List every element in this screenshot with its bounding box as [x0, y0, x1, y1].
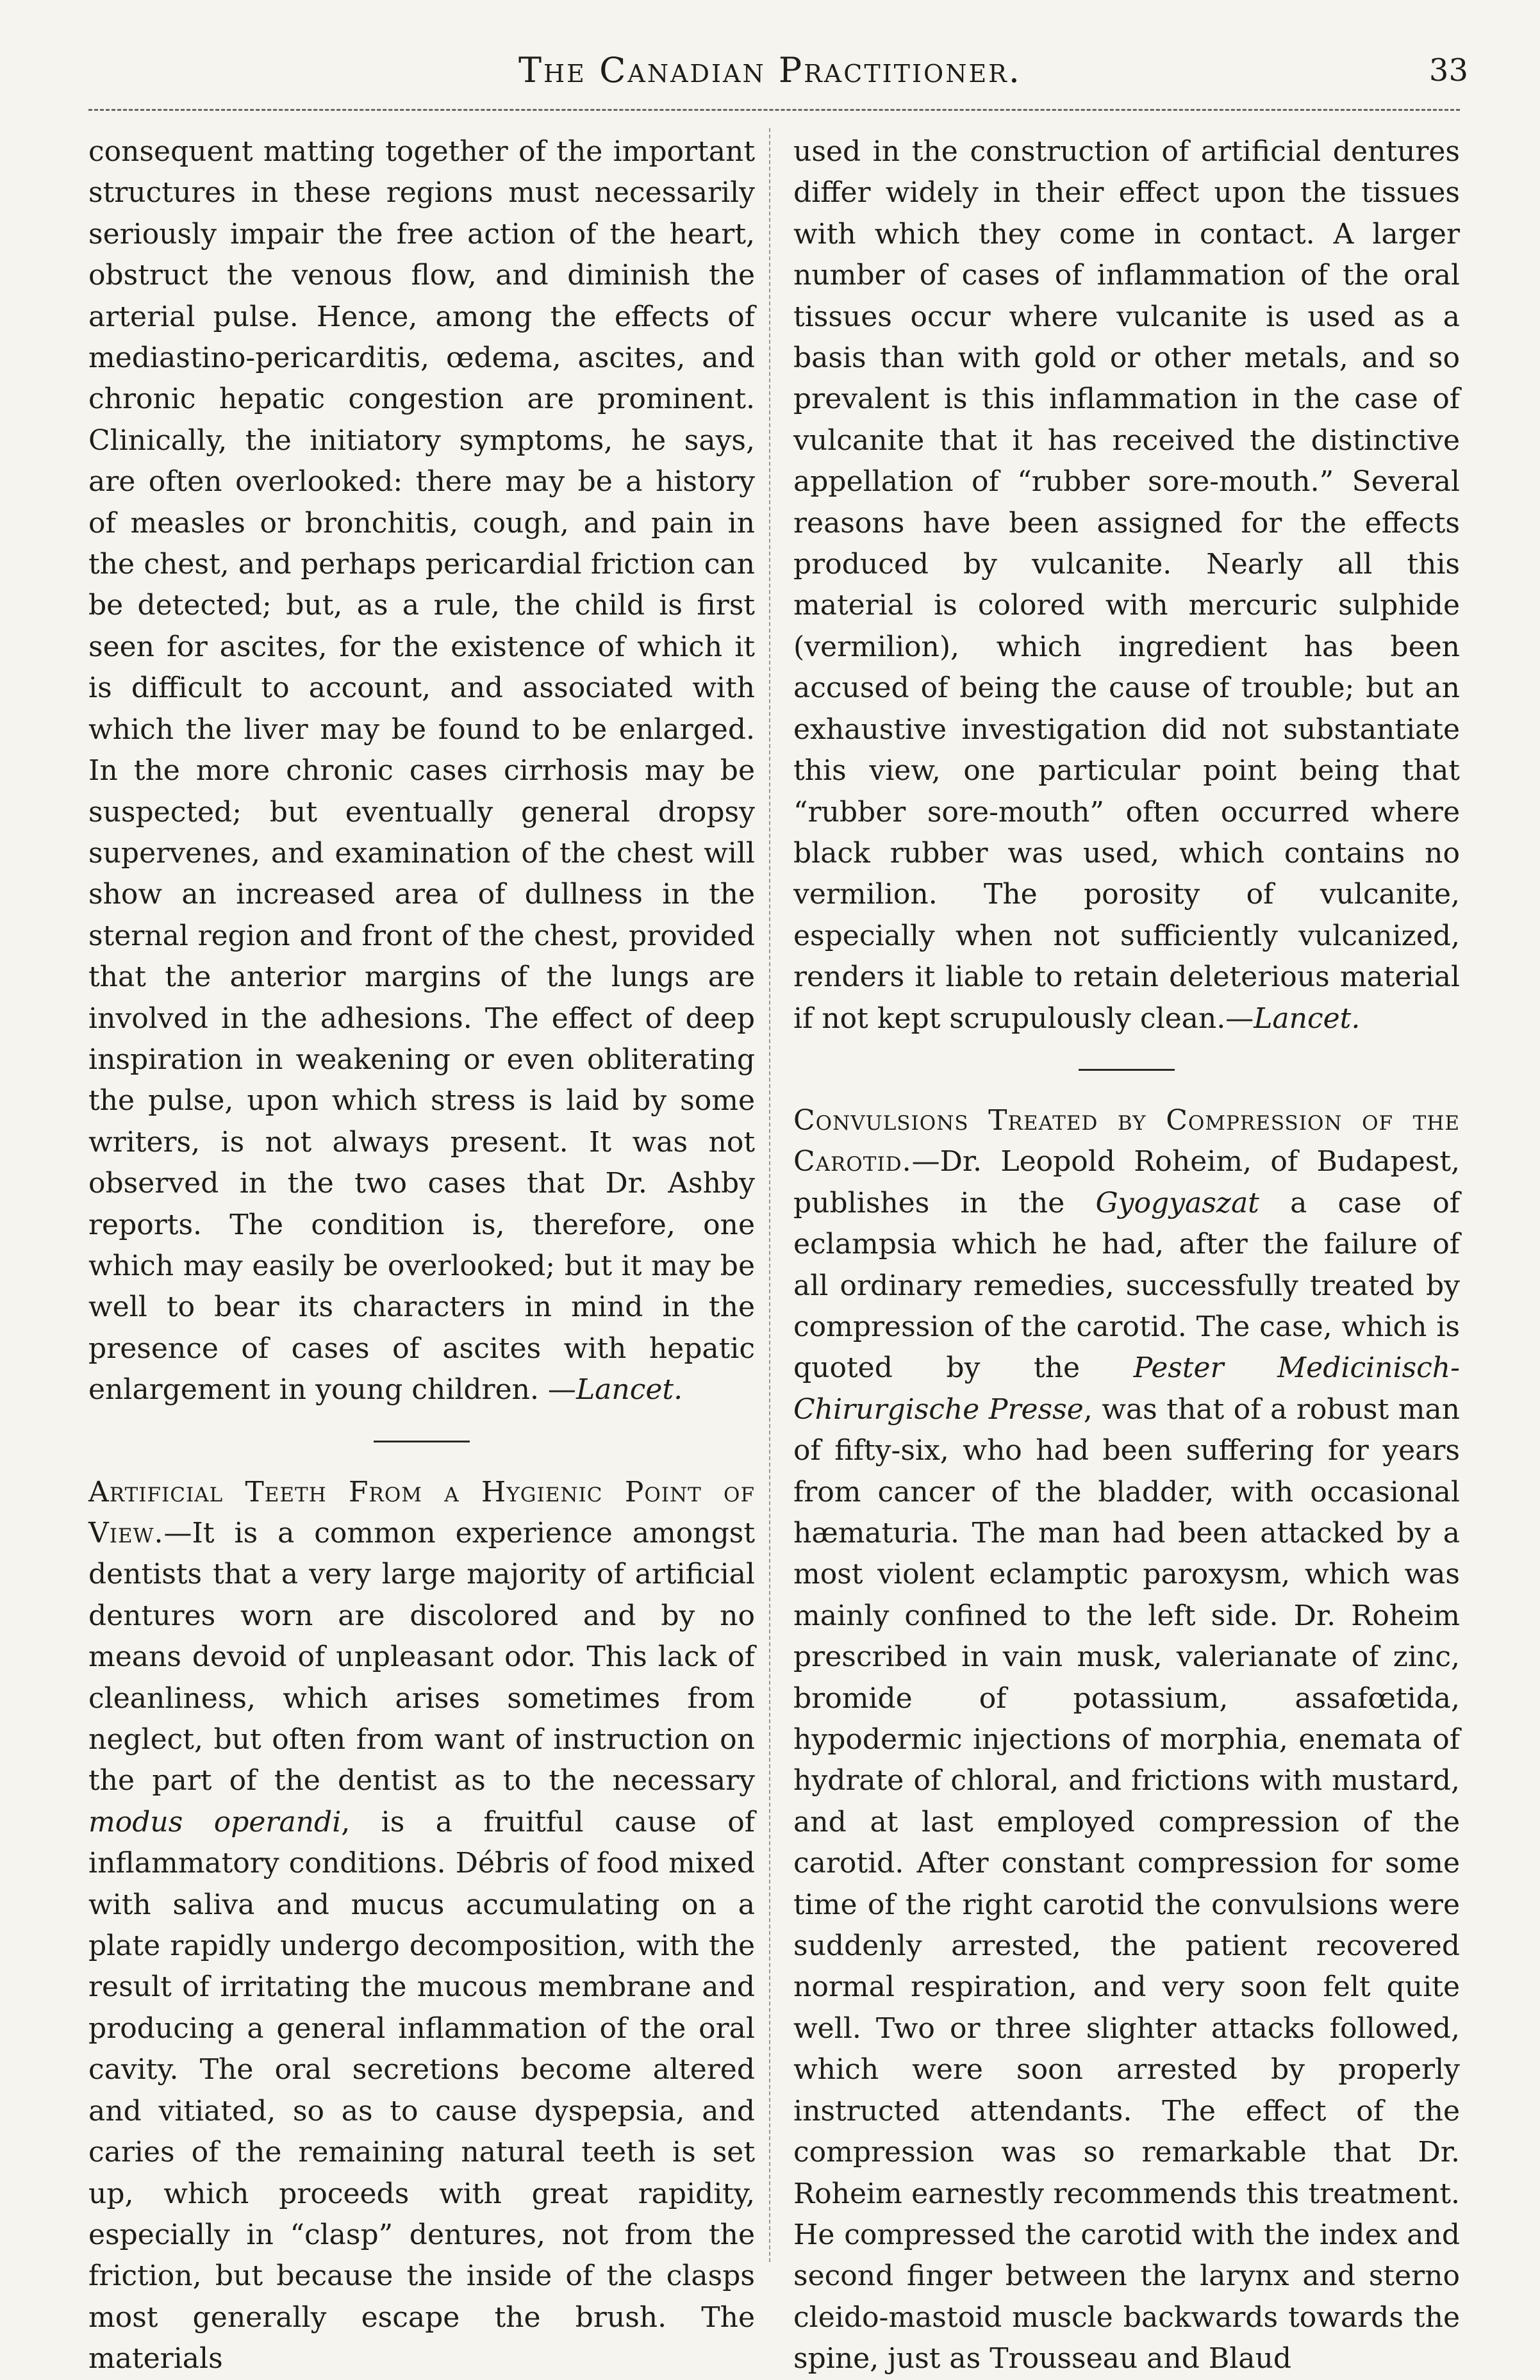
- article-text-continued: , is a fruitful cause of inflammatory conditions. Débris of food mixed with saliva and mucus accumulating on a plate rapidly undergo decomposition, with the result of irritating the mucous membrane and producing a general inflammation of the oral cavity. The oral secretions become altered and vitiated, so as to cause dyspepsia, and caries of the remaining natural teeth is set up, which proceeds with great rapidity, especially in “clasp” dentures, not from the friction, but because the inside of the clasps most generally escape the brush. The materials: [88, 1805, 755, 2376]
- running-title: The Canadian Practitioner.: [518, 50, 1022, 90]
- article-text-continued: , was that of a robust man of fifty-six, who had been suffering for years from cancer of the bladder, with occasional hæmaturia. The man had been attacked by a most violent eclamptic paroxysm, which was mainly confined to the left side. Dr. Roheim prescribed in vain musk, valerianate of zinc, bromide of potassium, assafœtida, hypodermic injections of morphia, enemata of hydrate of chloral, and frictions with mustard, and at last employed compression of the carotid. After constant compression for some time of the right carotid the convulsions were suddenly arrested, the patient recovered normal respiration, and very soon felt quite well. Two or three slighter attacks followed, which were soon arrested by properly instructed attendants. The effect of the compression was so remarkable that Dr. Roheim earnestly recommends this treatment. He compressed the carotid with the index and second finger between the larynx and sterno cleido-mastoid muscle backwards towards the spine, just as Trousseau and Blaud: [793, 1392, 1461, 2376]
- header-rule: [88, 109, 1460, 111]
- article-text: used in the construction of artificial dentures differ widely in their effect upon the tissues with which they come in contact. A larger number of cases of inflammation of the oral tissues occur where vulcanite is used as a basis than with gold or other metals, and so prevalent is this inflammation in the case of vulcanite that it has received the distinctive appellation of “rubber sore-mouth.” Several reasons have been assigned for the effects produced by vulcanite. Nearly all this material is colored with mercuric sulphide (vermilion), which ingredient has been accused of being the cause of trouble; but an exhaustive investigation did not substantiate this view, one particular point being that “rubber sore-mouth” often occurred where black rubber was used, which contains no vermilion. The porosity of vulcanite, especially when not sufficiently vulcanized, renders it liable to retain deleterious material if not kept scrupulously clean.—: [793, 135, 1460, 1035]
- artificial-teeth-article-continued: [793, 131, 1460, 1039]
- convulsions-article: [793, 1100, 1460, 2380]
- source-citation: Lancet.: [1254, 1002, 1361, 1035]
- right-column: [793, 131, 1461, 2376]
- running-head: [0, 50, 1540, 101]
- latin-phrase: modus operandi: [88, 1805, 342, 1839]
- section-divider: [1079, 1069, 1175, 1071]
- article-text-continued: a case of eclampsia which he had, after the failure of all ordinary remedies, successfully treated by compression of the carotid. The case, which is quoted by the: [793, 1186, 1460, 1385]
- left-column: [88, 131, 755, 2376]
- column-divider: [769, 128, 770, 2262]
- article-text: consequent matting together of the important structures in these regions must necessarily seriously impair the free action of the heart, obstruct the venous flow, and diminish the arterial pulse. Hence, among the effects of mediastino-pericarditis, œdema, ascites, and chronic hepatic congestion are prominent. Clinically, the initiatory symptoms, he says, are often overlooked: there may be a history of measles or bronchitis, cough, and pain in the chest, and perhaps pericardial friction can be detected; but, as a rule, the child is first seen for ascites, for the existence of which it is difficult to account, and associated with which the liver may be found to be enlarged. In the more chronic cases cirrhosis may be suspected; but eventually general dropsy supervenes, and examination of the chest will show an increased area of dullness in the sternal region and front of the chest, provided that the anterior margins of the lungs are involved in the adhesions. The effect of deep inspiration in weakening or even obliterating the pulse, upon which stress is laid by some writers, is not always present. It was not observed in the two cases that Dr. Ashby reports. The condition is, therefore, one which may easily be overlooked; but it may be well to bear its characters in mind in the presence of cases of ascites with hepatic enlargement in young children. —: [88, 135, 755, 1407]
- article-text: —Dr. Leopold Roheim, of Budapest, publishes in the: [793, 1145, 1460, 1219]
- article-heading: Artificial Teeth From a Hygienic Point of View.: [88, 1475, 755, 1549]
- mediastino-pericarditis-article: [88, 131, 755, 1411]
- source-citation: Lancet.: [575, 1373, 683, 1407]
- journal-title: Pester Medicinisch-Chirurgische Presse: [793, 1351, 1460, 1426]
- artificial-teeth-article: [88, 1472, 755, 2380]
- article-text: —It is a common experience amongst dentists that a very large majority of artificial dentures worn are discolored and by no means devoid of unpleasant odor. This lack of cleanliness, which arises sometimes from neglect, but often from want of instruction on the part of the dentist as to the necessary: [88, 1517, 755, 1797]
- section-divider: [374, 1441, 470, 1442]
- article-heading: Convulsions Treated by Compression of the Carotid.: [793, 1103, 1460, 1178]
- page-number: 33: [1428, 53, 1468, 88]
- journal-title: Gyogyaszat: [1095, 1186, 1259, 1219]
